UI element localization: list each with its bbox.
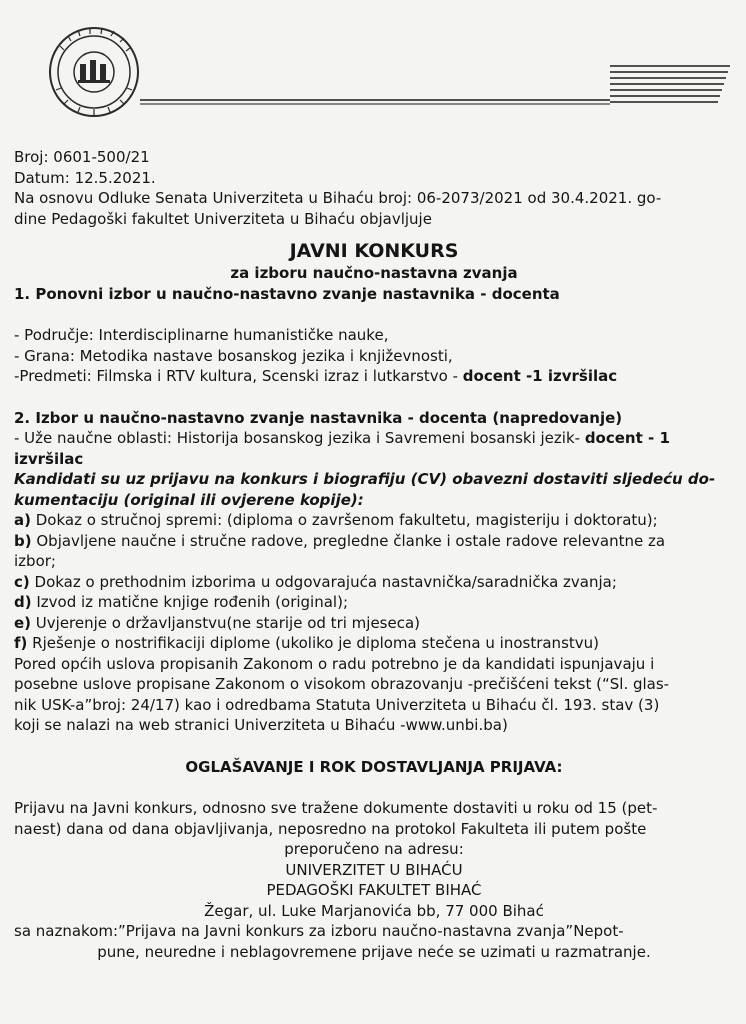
list-item: e) Uvjerenje o državljanstvu(ne starije od tri mjeseca)	[14, 613, 421, 632]
note-line: sa naznakom:”Prijava na Javni konkurs za izboru naučno-nastavna zvanja”Nepot-	[14, 922, 624, 940]
list-item: c) Dokaz o prethodnim izborima u odgovarajuća nastavnička/saradnička zvanja;	[14, 572, 617, 591]
conditions-line: posebne uslove propisane Zakonom o visokom obrazovanju -prečišćeni tekst (“Sl. glas-	[14, 675, 670, 693]
documents-intro: Kandidati su uz prijavu na konkurs i biografiju (CV) obavezni dostaviti sljedeću do-	[14, 470, 716, 488]
list-item: izbor;	[14, 552, 56, 570]
notice-title: JAVNI KONKURS	[289, 240, 459, 262]
intro-line: dine Pedagoški fakultet Univerziteta u Bihaću objavljuje	[14, 209, 432, 228]
university-seal-icon	[48, 6, 148, 126]
section2-fields-text: - Uže naučne oblasti: Historija bosanskog jezika i Savremeni bosanski jezik-	[14, 429, 585, 447]
section1-subjects	[14, 366, 734, 387]
address-line: UNIVERZITET U BIHAĆU	[285, 860, 463, 879]
documents-list	[14, 510, 734, 654]
list-item: f) Rješenje o nostrifikaciji diplome (ukoliko je diploma stečena u inostranstvu)	[14, 634, 599, 652]
section2-position: docent - 1	[584, 429, 670, 447]
section2-heading: 2. Izbor u naučno-nastavno zvanje nastavnika - docenta (napredovanje)	[14, 408, 623, 427]
decorative-rule	[140, 60, 740, 140]
section1-position: docent -1 izvršilac	[462, 367, 618, 385]
conditions-line: nik USK-a”broj: 24/17) kao i odredbama Statuta Univerziteta u Bihaću čl. 193. stav (3)	[14, 695, 660, 714]
address-line: PEDAGOŠKI FAKULTET BIHAĆ	[266, 881, 482, 899]
section1-subjects-text: -Predmeti: Filmska i RTV kultura, Scenski izraz i lutkarstvo -	[14, 367, 463, 385]
list-item: a) Dokaz o stručnoj spremi: (diploma o završenom fakultetu, magisteriju i doktoratu);	[14, 511, 658, 529]
section2-fields	[14, 428, 734, 449]
note-line: pune, neuredne i neblagovremene prijave neće se uzimati u razmatranje.	[97, 942, 651, 961]
section2-position-cont: izvršilac	[14, 449, 84, 468]
submission-line: preporučeno na adresu:	[284, 840, 464, 858]
submission-line: naest) dana od dana objavljivanja, neposredno na protokol Fakulteta ili putem pošte	[14, 819, 647, 838]
section1-branch: - Grana: Metodika nastave bosanskog jezika i književnosti,	[14, 346, 453, 365]
submission-heading: OGLAŠAVANJE I ROK DOSTAVLJANJA PRIJAVA:	[185, 757, 563, 776]
submission-line: Prijavu na Javni konkurs, odnosno sve tražene dokumente dostaviti u roku od 15 (pet-	[14, 799, 658, 817]
documents-intro: kumentaciju (original ili ovjerene kopije):	[14, 490, 364, 509]
reference-number: Broj: 0601-500/21	[14, 148, 150, 166]
list-item: b) Objavljene naučne i stručne radove, pregledne članke i ostale radove relevantne za	[14, 531, 666, 550]
section1-heading: 1. Ponovni izbor u naučno-nastavno zvanje nastavnika - docenta	[14, 284, 560, 303]
issue-date: Datum: 12.5.2021.	[14, 168, 156, 187]
conditions-line: Pored općih uslova propisanih Zakonom o radu potrebno je da kandidati ispunjavaju i	[14, 654, 655, 673]
notice-subtitle: za izboru naučno-nastavna zvanja	[230, 264, 518, 282]
intro-line: Na osnovu Odluke Senata Univerziteta u Bihaću broj: 06-2073/2021 od 30.4.2021. go-	[14, 189, 662, 207]
list-item: d) Izvod iz matične knjige rođenih (original);	[14, 593, 348, 611]
notice-body	[14, 147, 734, 962]
section1-area: - Područje: Interdisciplinarne humanističke nauke,	[14, 326, 389, 344]
conditions-line: koji se nalazi na web stranici Univerziteta u Bihaću -www.unbi.ba)	[14, 716, 508, 734]
address-line: Žegar, ul. Luke Marjanovića bb, 77 000 Bihać	[204, 901, 544, 920]
